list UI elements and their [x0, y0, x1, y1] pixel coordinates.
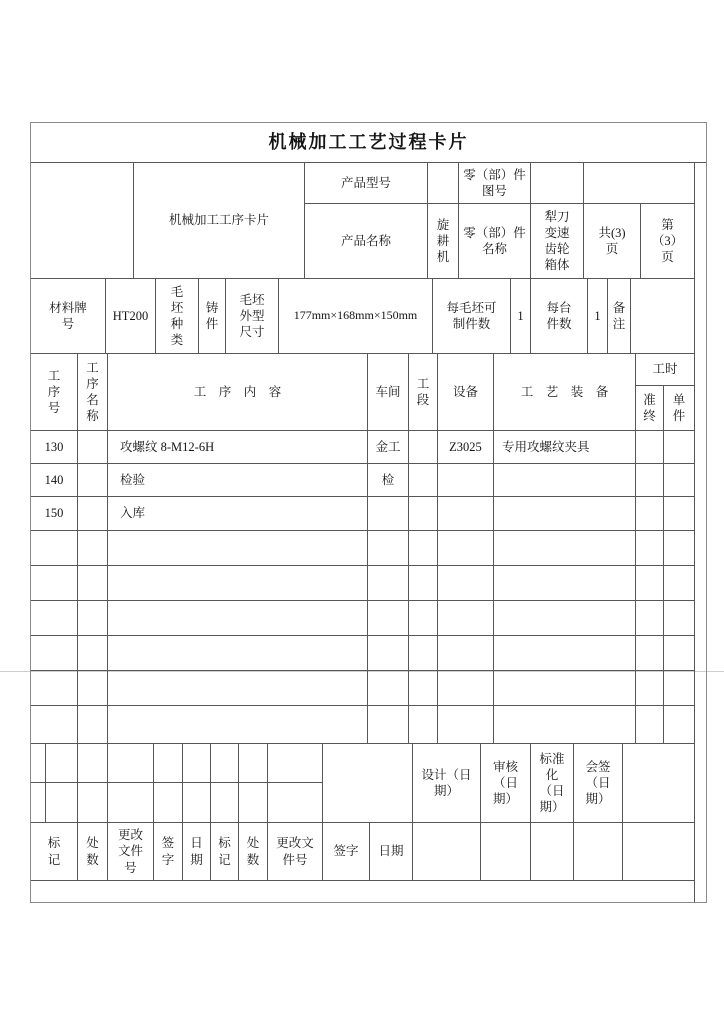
op-row-name	[78, 706, 108, 744]
op-row-piece	[664, 497, 695, 531]
revision-cell	[78, 783, 108, 823]
op-row-name	[78, 636, 108, 671]
revision-cell	[108, 744, 154, 783]
revision-doc-no-label: 更改文件号	[268, 823, 323, 881]
revision-cell	[154, 783, 183, 823]
revision-cell	[154, 744, 183, 783]
revision-cell	[46, 744, 78, 783]
op-row-prep	[636, 497, 664, 531]
revision-cell	[239, 783, 268, 823]
op-row-workshop	[368, 531, 409, 566]
op-row-no	[31, 636, 78, 671]
col-prep: 准终	[636, 386, 664, 431]
revision-cell	[46, 783, 78, 823]
bottom-strip	[31, 881, 695, 902]
col-section: 工段	[409, 354, 438, 431]
per-machine-value: 1	[588, 279, 608, 354]
card-name: 机械加工工序卡片	[134, 163, 305, 279]
approval-blank-cell	[323, 744, 413, 823]
revision-doc-no-label: 更改文件号	[108, 823, 154, 881]
standardization-sign-cell	[531, 823, 574, 881]
col-equipment: 设备	[438, 354, 494, 431]
op-row-workshop	[368, 566, 409, 601]
op-row-equipment	[438, 636, 494, 671]
op-row-piece	[664, 566, 695, 601]
op-row-name	[78, 497, 108, 531]
op-row-tooling	[494, 497, 636, 531]
per-machine-label: 每台件数	[531, 279, 588, 354]
op-row-section	[409, 531, 438, 566]
op-row-name	[78, 464, 108, 497]
op-row-section	[409, 497, 438, 531]
op-row-tooling	[494, 566, 636, 601]
op-row-no: 140	[31, 464, 78, 497]
op-row-section	[409, 671, 438, 706]
op-row-prep	[636, 566, 664, 601]
revision-cell	[268, 783, 323, 823]
per-blank-value: 1	[511, 279, 531, 354]
part-no-label: 零（部）件图号	[459, 163, 531, 204]
revision-mark-label: 标记	[31, 823, 78, 881]
op-row-section	[409, 566, 438, 601]
revision-cell	[31, 744, 46, 783]
document-title: 机械加工工艺过程卡片	[31, 123, 706, 163]
op-row-workshop	[368, 671, 409, 706]
revision-cell	[211, 744, 239, 783]
op-row-piece	[664, 431, 695, 464]
per-blank-label: 每毛坯可制件数	[433, 279, 511, 354]
standardization-date-label: 标准化（日期）	[531, 744, 574, 823]
op-row-content: 检验	[108, 464, 368, 497]
col-op-no: 工序号	[31, 354, 78, 431]
page-current: 第（3）页	[641, 204, 695, 279]
product-name-value: 旋耕机	[428, 204, 459, 279]
op-row-equipment	[438, 601, 494, 636]
product-model-label: 产品型号	[305, 163, 428, 204]
process-card-sheet	[30, 122, 707, 903]
op-row-no	[31, 531, 78, 566]
material-grade-value: HT200	[106, 279, 156, 354]
op-row-tooling	[494, 706, 636, 744]
remark-label: 备注	[608, 279, 631, 354]
op-row-content: 攻螺纹 8-M12-6H	[108, 431, 368, 464]
review-sign-cell	[481, 823, 531, 881]
op-row-prep	[636, 464, 664, 497]
op-row-piece	[664, 531, 695, 566]
op-row-section	[409, 636, 438, 671]
material-grade-label: 材料牌号	[31, 279, 106, 354]
countersign-date-label: 会签（日期）	[574, 744, 623, 823]
review-date-label: 审核（日期）	[481, 744, 531, 823]
op-row-content	[108, 531, 368, 566]
blank-size-label: 毛坯外型尺寸	[226, 279, 279, 354]
op-row-piece	[664, 636, 695, 671]
blank-type-label: 毛坯种类	[156, 279, 199, 354]
op-row-tooling	[494, 636, 636, 671]
op-row-no	[31, 706, 78, 744]
revision-cell	[183, 744, 211, 783]
revision-date-label: 日期	[183, 823, 211, 881]
countersign-sign-cell	[574, 823, 623, 881]
op-row-prep	[636, 601, 664, 636]
revision-cell	[108, 783, 154, 823]
op-row-prep	[636, 531, 664, 566]
part-no-value-cell	[531, 163, 584, 204]
revision-count-label: 处数	[78, 823, 108, 881]
op-row-section	[409, 431, 438, 464]
op-row-section	[409, 601, 438, 636]
op-row-content	[108, 671, 368, 706]
op-row-piece	[664, 601, 695, 636]
header-top-right-cell	[584, 163, 695, 204]
revision-sign-label: 签字	[323, 823, 370, 881]
revision-cell	[211, 783, 239, 823]
col-piece: 单件	[664, 386, 695, 431]
col-content: 工 序 内 容	[108, 354, 368, 431]
op-row-content	[108, 601, 368, 636]
revision-date-label: 日期	[370, 823, 413, 881]
revision-cell	[268, 744, 323, 783]
op-row-equipment: Z3025	[438, 431, 494, 464]
op-row-section	[409, 706, 438, 744]
op-row-tooling	[494, 601, 636, 636]
op-row-piece	[664, 706, 695, 744]
op-row-section	[409, 464, 438, 497]
op-row-no: 150	[31, 497, 78, 531]
revision-count-label: 处数	[239, 823, 268, 881]
revision-cell	[78, 744, 108, 783]
part-name-value: 犁刀变速齿轮箱体	[531, 204, 584, 279]
op-row-content	[108, 566, 368, 601]
blank-size-value: 177mm×168mm×150mm	[279, 279, 433, 354]
revision-sign-label: 签字	[154, 823, 183, 881]
op-row-piece	[664, 671, 695, 706]
op-row-equipment	[438, 531, 494, 566]
header-blank-cell	[31, 163, 134, 279]
op-row-equipment	[438, 497, 494, 531]
revision-cell	[183, 783, 211, 823]
col-tooling: 工 艺 装 备	[494, 354, 636, 431]
right-binding-strip	[695, 163, 706, 902]
op-row-tooling	[494, 464, 636, 497]
op-row-no	[31, 566, 78, 601]
revision-cell	[31, 783, 46, 823]
revision-cell	[239, 744, 268, 783]
op-row-equipment	[438, 464, 494, 497]
op-row-prep	[636, 706, 664, 744]
op-row-prep	[636, 636, 664, 671]
revision-mark-label: 标记	[211, 823, 239, 881]
op-row-name	[78, 601, 108, 636]
op-row-workshop	[368, 706, 409, 744]
op-row-piece	[664, 464, 695, 497]
op-row-tooling	[494, 671, 636, 706]
approval-extra-cell	[623, 744, 695, 823]
op-row-workshop	[368, 636, 409, 671]
product-model-value-cell	[428, 163, 459, 204]
op-row-equipment	[438, 566, 494, 601]
col-hours: 工时	[636, 354, 695, 386]
part-name-label: 零（部）件名称	[459, 204, 531, 279]
op-row-no	[31, 671, 78, 706]
op-row-equipment	[438, 706, 494, 744]
op-row-tooling	[494, 531, 636, 566]
op-row-no	[31, 601, 78, 636]
design-sign-cell	[413, 823, 481, 881]
col-op-name: 工序名称	[78, 354, 108, 431]
blank-type-value: 铸件	[199, 279, 226, 354]
product-name-label: 产品名称	[305, 204, 428, 279]
op-row-prep	[636, 431, 664, 464]
op-row-name	[78, 531, 108, 566]
op-row-prep	[636, 671, 664, 706]
design-date-label: 设计（日期）	[413, 744, 481, 823]
op-row-name	[78, 431, 108, 464]
op-row-workshop: 检	[368, 464, 409, 497]
op-row-content	[108, 706, 368, 744]
op-row-tooling: 专用攻螺纹夹具	[494, 431, 636, 464]
op-row-equipment	[438, 671, 494, 706]
op-row-workshop	[368, 497, 409, 531]
op-row-workshop	[368, 601, 409, 636]
op-row-name	[78, 566, 108, 601]
op-row-workshop: 金工	[368, 431, 409, 464]
approval-extra-sign-cell	[623, 823, 695, 881]
col-workshop: 车间	[368, 354, 409, 431]
pages-total: 共(3)页	[584, 204, 641, 279]
op-row-content	[108, 636, 368, 671]
op-row-name	[78, 671, 108, 706]
remark-value-cell	[631, 279, 695, 354]
op-row-content: 入库	[108, 497, 368, 531]
op-row-no: 130	[31, 431, 78, 464]
